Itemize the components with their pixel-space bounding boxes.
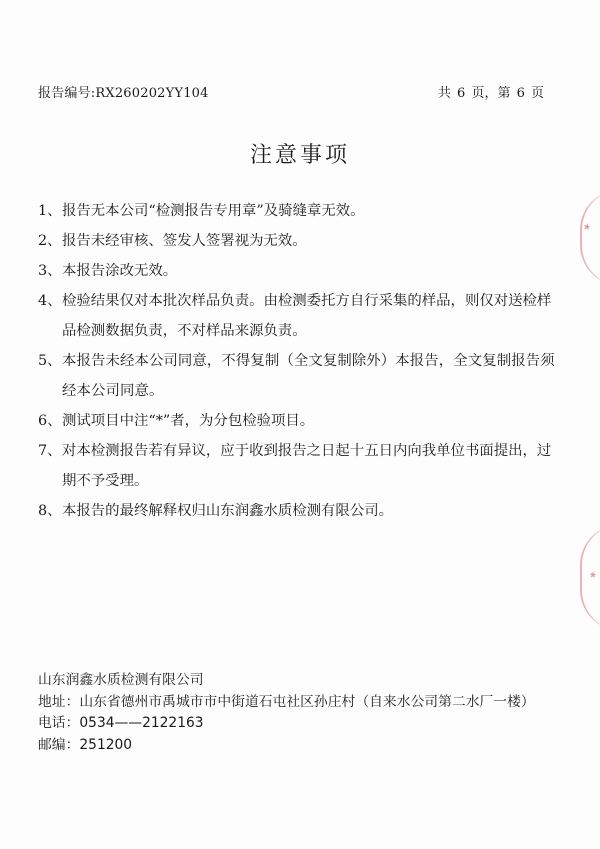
note-text: 报告未经审核、签发人签署视为无效。 (62, 233, 307, 249)
note-number: 6、 (38, 413, 62, 429)
note-item (38, 496, 560, 526)
company-name-row (38, 670, 568, 692)
note-item (38, 436, 560, 496)
note-number: 5、 (38, 353, 62, 369)
note-text: 检验结果仅对本批次样品负责。由检测委托方自行采集的样品，则仅对送检样品检测数据负责，不对样品来源负责。 (62, 293, 552, 339)
company-contact (38, 670, 568, 756)
page-title: 注意事项 (249, 143, 350, 168)
phone-label: 电话： (38, 715, 80, 731)
note-item (38, 256, 560, 286)
page-info: 共 6 页，第 6 页 (437, 86, 544, 101)
note-item (38, 226, 560, 256)
company-name: 山东润鑫水质检测有限公司 (38, 672, 204, 688)
note-number: 7、 (38, 443, 62, 459)
note-number: 4、 (38, 293, 62, 309)
postcode-value: 251200 (79, 736, 133, 753)
note-number: 3、 (38, 263, 62, 279)
note-number: 1、 (38, 203, 62, 219)
note-text: 对本检测报告若有异议，应于收到报告之日起十五日内向我单位书面提出，过期不予受理。 (62, 443, 552, 489)
notes-list (38, 196, 560, 526)
phone-value: 0534——2122163 (79, 715, 204, 731)
phone-row (38, 713, 568, 735)
note-number: 2、 (38, 233, 62, 249)
note-item (38, 346, 560, 406)
note-item (38, 406, 560, 436)
note-text: 本报告涂改无效。 (62, 263, 178, 279)
stamp-star-icon: ★ (586, 570, 598, 580)
note-text: 本报告的最终解释权归山东润鑫水质检测有限公司。 (62, 503, 393, 519)
seam-stamp-fragment (580, 190, 600, 285)
note-number: 8、 (38, 503, 62, 519)
address-label: 地址： (38, 693, 80, 710)
address-row (38, 692, 568, 714)
note-text: 本报告未经本公司同意，不得复制（全文复制除外）本报告，全文复制报告须经本公司同意。 (62, 353, 555, 399)
note-item (38, 286, 560, 346)
report-number: 报告编号:RX260202YY104 (38, 86, 209, 101)
postcode-label: 邮编： (38, 736, 80, 753)
note-text: 报告无本公司“检测报告专用章”及骑缝章无效。 (62, 203, 365, 219)
postcode-row (38, 735, 568, 757)
address-value: 山东省德州市禹城市市中街道石屯社区孙庄村（自来水公司第二水厂一楼） (79, 693, 535, 710)
note-text: 测试项目中注“*”者，为分包检验项目。 (62, 413, 315, 429)
stamp-star-icon: ★ (580, 222, 592, 232)
note-item (38, 196, 560, 226)
